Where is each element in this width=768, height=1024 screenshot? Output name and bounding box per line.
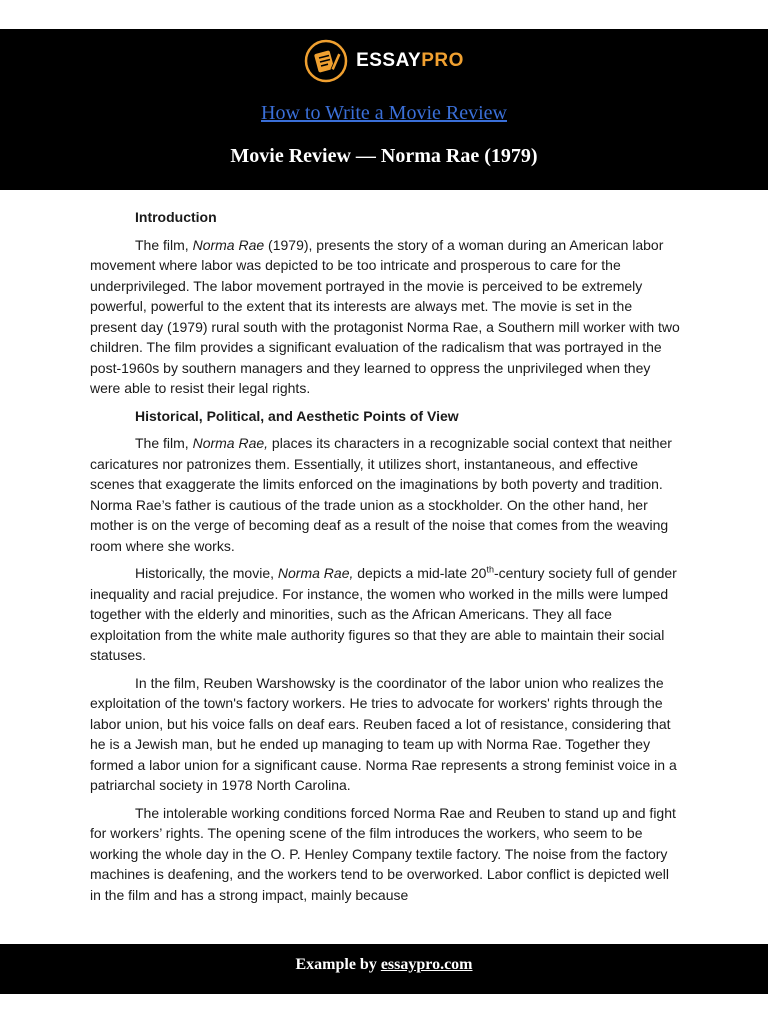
paragraph-3: Historically, the movie, Norma Rae, depicts a mid-late 20th-century society full of gender inequality and racial prejudice. For instance, the women who worked in the mills were lumped together with the elderly and minorities, such as the African Americans. They all face exploitation from the white male authority figures so that they are able to maintain their social statuses. xyxy=(90,564,677,663)
pencil-notepad-icon xyxy=(304,39,348,83)
document-title: Movie Review — Norma Rae (1979) xyxy=(230,145,538,167)
paragraph-5: The intolerable working conditions forced Norma Rae and Reuben to stand up and fight for workers’ rights. The opening scene of the film introduces the workers, who seem to be working the whole day in the O. P. Henley Company textile factory. The noise from the factory machines is deafening, and the workers tend to be overworked. Labor conflict is depicted well in the film and has a strong impact, mainly because xyxy=(90,804,676,903)
bottom-margin xyxy=(0,994,768,1024)
section-heading-introduction: Introduction xyxy=(135,209,217,225)
paragraph-4: In the film, Reuben Warshowsky is the coordinator of the labor union who realizes the exploitation of the town's factory workers. He tries to advocate for workers' rights through the labor union, but his voice falls on deaf ears. Reuben faced a lot of resistance, considering that he is a Jewish man, but he ended up managing to team up with Norma Rae. Together they formed a labor union for a significant cause. Norma Rae represents a strong feminist voice in a patriarchal society in 1978 North Carolina. xyxy=(90,674,677,793)
section-heading-points-of-view: Historical, Political, and Aesthetic Points of View xyxy=(135,407,459,424)
page-header xyxy=(0,29,768,190)
brand-logo[interactable] xyxy=(0,37,768,85)
page-footer xyxy=(0,944,768,994)
footer-prefix: Example by xyxy=(295,956,381,973)
paragraph-2: The film, Norma Rae, places its characters in a recognizable social context that neither caricatures nor patronizes them. Essentially, it utilizes short, instantaneous, and effective scenes that exaggerate the limits enforced on the imaginations by both poverty and tradition. Norma Rae’s father is cautious of the trade union as a stockholder. On the other hand, her mother is on the verge of becoming deaf as a result of the noise that comes from the weaving room where she works. xyxy=(90,435,672,554)
brand-name: ESSAYPRO xyxy=(356,50,464,71)
guide-link[interactable]: How to Write a Movie Review xyxy=(261,102,507,124)
essay-body xyxy=(90,207,680,912)
footer-link[interactable]: essaypro.com xyxy=(380,956,473,973)
paragraph-1: The film, Norma Rae (1979), presents the story of a woman during an American labor movement where labor was depicted to be too intricate and prosperous to care for the underprivileged. The labor movement portrayed in the movie is perceived to be extremely powerful, powerful to the extent that its interests are always met. The movie is set in the present day (1979) rural south with the protagonist Norma Rae, a Southern mill worker with two children. The film provides a significant evaluation of the radicalism that was portrayed in the post-1960s by southern managers and they learned to oppress the unprivileged when they were able to resist their legal rights. xyxy=(90,236,680,396)
top-margin xyxy=(0,0,768,29)
